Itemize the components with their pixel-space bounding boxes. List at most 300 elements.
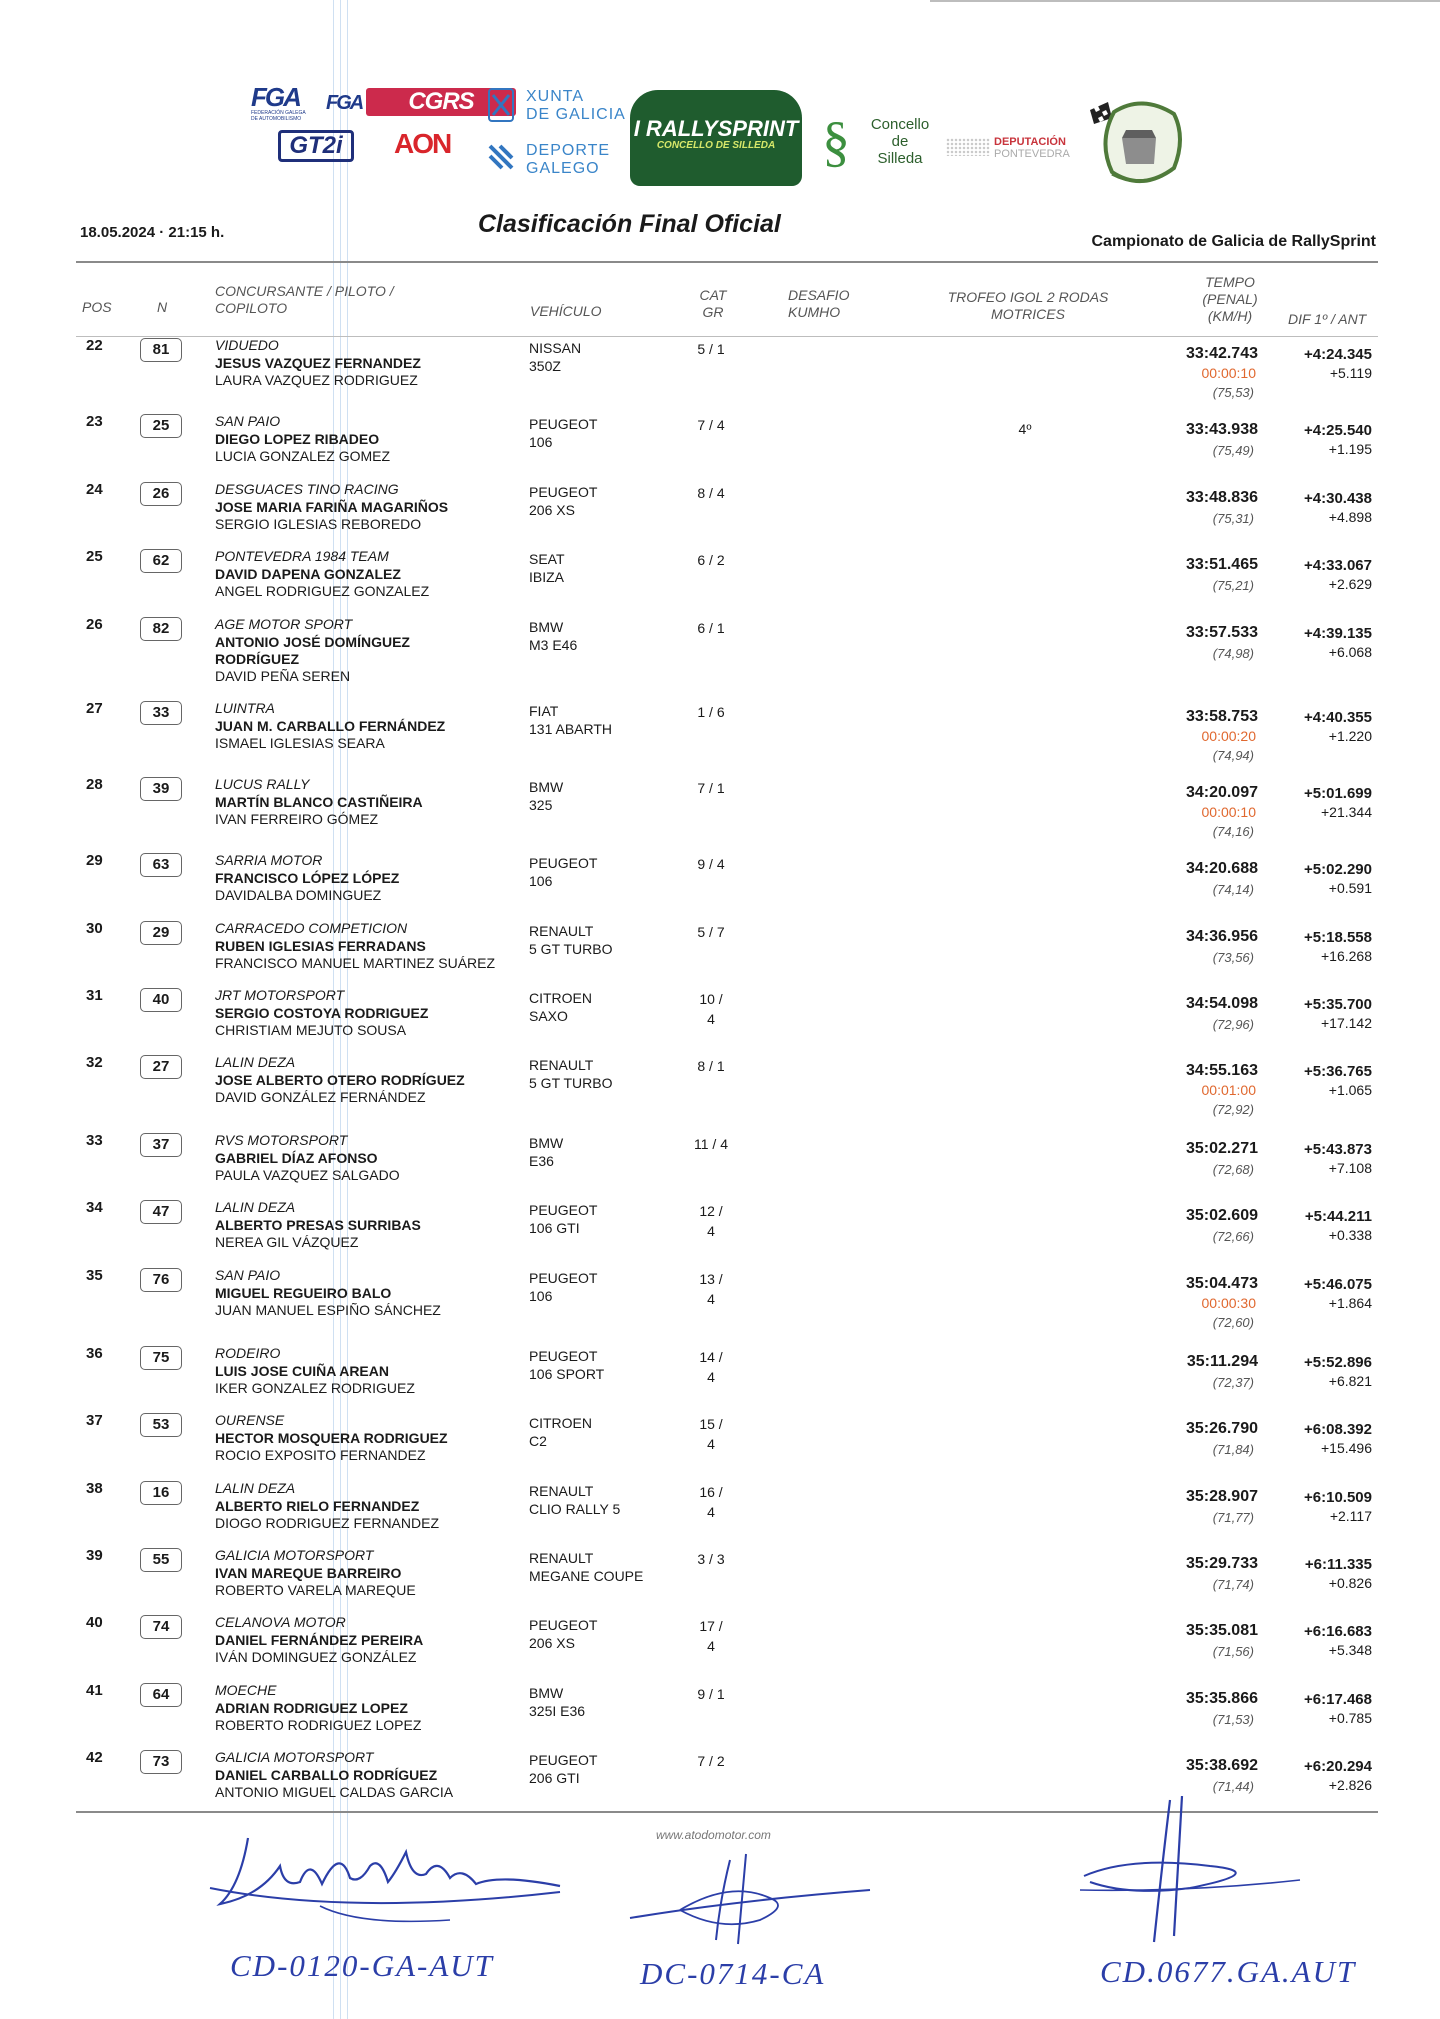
position: 23 — [86, 413, 103, 430]
gap-to-previous: +7.108 — [1328, 1160, 1372, 1176]
position: 39 — [86, 1547, 103, 1564]
codriver-name: JUAN MANUEL ESPIÑO SÁNCHEZ — [215, 1302, 441, 1318]
penalty-time: 00:00:30 — [1201, 1295, 1256, 1311]
driver-name: RUBEN IGLESIAS FERRADANS — [215, 938, 426, 954]
position: 34 — [86, 1199, 103, 1216]
sponsor-logos — [248, 84, 1208, 194]
position: 25 — [86, 548, 103, 565]
category-group — [690, 550, 732, 570]
category-line: 7 / 1 — [697, 780, 725, 796]
gap-to-first: +5:52.896 — [1304, 1354, 1372, 1371]
driver-name: JUAN M. CARBALLO FERNÁNDEZ — [215, 718, 446, 734]
deputacion-line-1: DEPUTACIÓN — [994, 136, 1066, 148]
stage-time: 33:57.533 — [1185, 624, 1258, 641]
entrant-name: DESGUACES TINO RACING — [215, 481, 399, 497]
category-group — [690, 1482, 732, 1522]
category-line: 4 — [707, 1436, 715, 1452]
header-divider — [76, 261, 1378, 263]
codriver-name: DAVID PEÑA SEREN — [215, 668, 351, 684]
fga-logo-subtitle: FEDERACIÓN GALEGA DE AUTOMOBILISMO — [251, 110, 306, 122]
col-header-time-line-3: (KM/H) — [1207, 308, 1253, 324]
signature-2 — [620, 1840, 880, 1950]
vehicle-line: SAXO — [529, 1008, 568, 1024]
average-speed: (75,31) — [1212, 511, 1254, 526]
average-speed: (74,98) — [1212, 646, 1254, 661]
entrant-name: JRT MOTORSPORT — [215, 987, 345, 1003]
average-speed: (72,68) — [1212, 1162, 1254, 1177]
position: 26 — [86, 616, 103, 633]
penalty-time: 00:00:20 — [1201, 728, 1256, 744]
vehicle — [529, 1751, 649, 1787]
concello-line-2: de — [891, 133, 909, 150]
driver-name: MIGUEL REGUEIRO BALO — [215, 1285, 392, 1301]
gap-to-first: +4:24.345 — [1304, 346, 1372, 363]
gap-to-previous: +2.826 — [1328, 1777, 1372, 1793]
category-group — [690, 1751, 732, 1771]
entrant-name: AGE MOTOR SPORT — [215, 616, 353, 632]
vehicle-line: 106 SPORT — [529, 1366, 605, 1382]
driver-name: LUIS JOSE CUIÑA AREAN — [215, 1363, 389, 1379]
position: 35 — [86, 1267, 103, 1284]
vehicle — [529, 1549, 649, 1585]
category-line: 4 — [707, 1011, 715, 1027]
gap-to-first: +5:46.075 — [1304, 1276, 1372, 1293]
gap-to-previous: +17.142 — [1321, 1015, 1372, 1031]
average-speed: (74,16) — [1212, 824, 1254, 839]
concello-line-3: Silleda — [877, 150, 923, 167]
position: 29 — [86, 852, 103, 869]
car-number-badge: 16 — [140, 1481, 182, 1505]
category-group — [690, 1414, 732, 1454]
entrant-name: LALIN DEZA — [215, 1480, 296, 1496]
stage-time: 35:28.907 — [1185, 1488, 1258, 1505]
vehicle — [529, 550, 649, 586]
col-header-desafio-line-1: DESAFIO — [788, 287, 850, 303]
codriver-name: ROBERTO RODRIGUEZ LOPEZ — [215, 1717, 422, 1733]
category-line: 14 / — [699, 1349, 723, 1365]
category-line: 17 / — [699, 1618, 723, 1634]
gap-to-first: +4:33.067 — [1304, 557, 1372, 574]
car-number-badge: 53 — [140, 1413, 182, 1437]
col-header-cat — [696, 287, 730, 321]
driver-name: JOSE MARIA FARIÑA MAGARIÑOS — [215, 499, 449, 515]
position: 27 — [86, 700, 103, 717]
average-speed: (72,37) — [1212, 1375, 1254, 1390]
stage-time: 35:35.081 — [1185, 1622, 1258, 1639]
gt2i-logo: GT2i — [278, 130, 354, 162]
vehicle-line: RENAULT — [529, 1483, 594, 1499]
category-line: 4 — [707, 1223, 715, 1239]
vehicle-line: BMW — [529, 619, 564, 635]
driver-name: DAVID DAPENA GONZALEZ — [215, 566, 401, 582]
col-header-pos: POS — [82, 299, 112, 315]
col-header-vehicle: VEHÍCULO — [530, 303, 602, 319]
xunta-line-1: XUNTA — [526, 88, 585, 105]
entrant-name: LUCUS RALLY — [215, 776, 310, 792]
codriver-name: DAVIDALBA DOMINGUEZ — [215, 887, 382, 903]
codriver-name: IVAN FERREIRO GÓMEZ — [215, 811, 379, 827]
concello-line-1: Concello — [870, 116, 930, 133]
category-group — [690, 1134, 732, 1154]
average-speed: (71,84) — [1212, 1442, 1254, 1457]
vehicle — [529, 415, 649, 451]
average-speed: (72,66) — [1212, 1229, 1254, 1244]
category-group — [690, 1201, 732, 1241]
entrant-name: LUINTRA — [215, 700, 275, 716]
gap-to-previous: +0.826 — [1328, 1575, 1372, 1591]
driver-name: JESUS VAZQUEZ FERNANDEZ — [215, 355, 421, 371]
col-header-cat-line-2: GR — [702, 304, 724, 320]
col-header-entrant-line-1: CONCURSANTE / PILOTO / — [215, 283, 394, 299]
stage-time: 35:11.294 — [1186, 1353, 1258, 1370]
gap-to-previous: +2.117 — [1329, 1508, 1372, 1524]
category-line: 4 — [707, 1291, 715, 1307]
category-line: 6 / 1 — [697, 620, 725, 636]
codriver-name: PAULA VAZQUEZ SALGADO — [215, 1167, 400, 1183]
driver-name: FRANCISCO LÓPEZ LÓPEZ — [215, 870, 400, 886]
fga-logo — [251, 84, 313, 122]
entrant-name: RODEIRO — [215, 1345, 281, 1361]
entrant-name: CELANOVA MOTOR — [215, 1614, 346, 1630]
vehicle-line: CLIO RALLY 5 — [529, 1501, 621, 1517]
deputacion-logo — [946, 132, 1086, 162]
stage-time: 35:26.790 — [1185, 1420, 1258, 1437]
position: 22 — [86, 337, 103, 354]
vehicle-line: FIAT — [529, 703, 559, 719]
codriver-name: LUCIA GONZALEZ GOMEZ — [215, 448, 391, 464]
stage-time: 33:58.753 — [1185, 708, 1258, 725]
average-speed: (71,56) — [1212, 1644, 1254, 1659]
gap-to-previous: +21.344 — [1321, 804, 1372, 820]
codriver-name: DIOGO RODRIGUEZ FERNANDEZ — [215, 1515, 440, 1531]
driver-name: ANTONIO JOSÉ DOMÍNGUEZ RODRÍGUEZ — [215, 634, 410, 667]
gap-to-first: +5:18.558 — [1304, 929, 1372, 946]
category-line: 5 / 1 — [697, 341, 725, 357]
entrant-name: RVS MOTORSPORT — [215, 1132, 348, 1148]
position: 32 — [86, 1054, 103, 1071]
col-header-time-line-2: (PENAL) — [1202, 291, 1258, 307]
gap-to-first: +5:02.290 — [1304, 861, 1372, 878]
category-line: 16 / — [699, 1484, 723, 1500]
vehicle-line: 325 — [529, 797, 553, 813]
deporte-line-1: DEPORTE — [526, 142, 611, 159]
position: 24 — [86, 481, 103, 498]
average-speed: (72,96) — [1212, 1017, 1254, 1032]
vehicle-line: NISSAN — [529, 340, 582, 356]
position: 41 — [86, 1682, 103, 1699]
gap-to-first: +5:43.873 — [1304, 1141, 1372, 1158]
category-group — [690, 339, 732, 359]
car-number-badge: 37 — [140, 1133, 182, 1157]
vehicle-line: BMW — [529, 779, 564, 795]
stage-time: 34:54.098 — [1185, 995, 1258, 1012]
codriver-name: CHRISTIAM MEJUTO SOUSA — [215, 1022, 407, 1038]
xunta-emblem-icon — [488, 88, 514, 122]
stage-time: 35:29.733 — [1185, 1555, 1258, 1572]
vehicle-line: PEUGEOT — [529, 1270, 598, 1286]
car-number-badge: 82 — [140, 617, 182, 641]
category-line: 5 / 7 — [697, 924, 725, 940]
average-speed: (75,53) — [1212, 385, 1254, 400]
entrant-name: CARRACEDO COMPETICION — [215, 920, 408, 936]
driver-name: DIEGO LOPEZ RIBADEO — [215, 431, 380, 447]
aon-logo — [394, 130, 466, 170]
rallysprint-plate-logo — [630, 90, 802, 186]
col-header-entrant-line-2: COPILOTO — [215, 300, 288, 316]
driver-name: DANIEL CARBALLO RODRÍGUEZ — [215, 1767, 438, 1783]
entrant-name: SAN PAIO — [215, 413, 281, 429]
handwritten-license-2: DC-0714-CA — [640, 1956, 826, 1991]
average-speed: (72,92) — [1212, 1102, 1254, 1117]
vehicle-line: 325I E36 — [529, 1703, 586, 1719]
category-line: 8 / 4 — [697, 485, 725, 501]
car-number-badge: 62 — [140, 549, 182, 573]
vehicle-line: MEGANE COUPE — [529, 1568, 644, 1584]
col-header-desafio-line-2: KUMHO — [788, 304, 841, 320]
category-group — [690, 702, 732, 722]
deporte-line-2: GALEGO — [526, 160, 600, 177]
stage-time: 35:38.692 — [1185, 1757, 1258, 1774]
vehicle-line: 206 XS — [529, 502, 575, 518]
gap-to-previous: +0.785 — [1328, 1710, 1372, 1726]
car-number-badge: 81 — [140, 338, 182, 362]
car-number-badge: 29 — [140, 921, 182, 945]
car-number-badge: 40 — [140, 988, 182, 1012]
driver-name: JOSE ALBERTO OTERO RODRÍGUEZ — [215, 1072, 465, 1088]
vehicle — [529, 1201, 649, 1237]
category-line: 9 / 4 — [697, 856, 725, 872]
entrant-name: LALIN DEZA — [215, 1054, 296, 1070]
cgrs-logo-text: CGRS — [366, 88, 516, 116]
codriver-name: SERGIO IGLESIAS REBOREDO — [215, 516, 422, 532]
vehicle — [529, 1684, 649, 1720]
vehicle — [529, 989, 649, 1025]
average-speed: (75,49) — [1212, 443, 1254, 458]
car-number-badge: 64 — [140, 1683, 182, 1707]
category-group — [690, 415, 732, 435]
gap-to-previous: +4.898 — [1328, 509, 1372, 525]
xunta-text — [526, 88, 626, 124]
gap-to-previous: +1.220 — [1328, 728, 1372, 744]
stage-time: 34:20.688 — [1185, 860, 1258, 877]
gap-to-first: +6:11.335 — [1304, 1556, 1372, 1573]
average-speed: (71,77) — [1212, 1510, 1254, 1525]
vehicle — [529, 1056, 649, 1092]
vehicle — [529, 922, 649, 958]
vehicle-line: CITROEN — [529, 990, 592, 1006]
col-header-entrant — [215, 283, 394, 317]
car-number-badge: 27 — [140, 1055, 182, 1079]
stage-time: 33:43.938 — [1185, 421, 1258, 438]
car-number-badge: 76 — [140, 1268, 182, 1292]
gap-to-previous: +6.068 — [1328, 644, 1372, 660]
car-number-badge: 74 — [140, 1615, 182, 1639]
website-credit: www.atodomotor.com — [656, 1828, 771, 1842]
vehicle — [529, 483, 649, 519]
gap-to-previous: +1.864 — [1328, 1295, 1372, 1311]
stage-time: 34:55.163 — [1185, 1062, 1258, 1079]
car-number-badge: 55 — [140, 1548, 182, 1572]
category-group — [690, 1684, 732, 1704]
gap-to-previous: +5.119 — [1329, 365, 1372, 381]
average-speed: (71,44) — [1212, 1779, 1254, 1794]
codriver-name: FRANCISCO MANUEL MARTINEZ SUÁREZ — [215, 955, 496, 971]
deporte-emblem-icon — [488, 140, 514, 174]
average-speed: (72,60) — [1212, 1315, 1254, 1330]
vehicle-line: RENAULT — [529, 1550, 594, 1566]
stage-time: 35:02.271 — [1185, 1140, 1258, 1157]
position: 30 — [86, 920, 103, 937]
gap-to-previous: +5.348 — [1328, 1642, 1372, 1658]
stage-time: 35:02.609 — [1185, 1207, 1258, 1224]
gap-to-previous: +2.629 — [1328, 576, 1372, 592]
col-header-trofeo-line-2: MOTRICES — [991, 306, 1065, 322]
position: 37 — [86, 1412, 103, 1429]
vehicle-line: RENAULT — [529, 1057, 594, 1073]
signature-3 — [1070, 1796, 1310, 1946]
category-line: 10 / — [699, 991, 723, 1007]
rally-logo-title: I RALLYSPRINT — [633, 116, 799, 141]
vehicle-line: 5 GT TURBO — [529, 941, 613, 957]
driver-name: HECTOR MOSQUERA RODRIGUEZ — [215, 1430, 448, 1446]
fga-logo-text: FGA — [251, 82, 300, 112]
car-number-badge: 63 — [140, 853, 182, 877]
gap-to-first: +6:16.683 — [1304, 1623, 1372, 1640]
vehicle-line: 106 — [529, 434, 553, 450]
vehicle-line: PEUGEOT — [529, 1202, 598, 1218]
codriver-name: LAURA VAZQUEZ RODRIGUEZ — [215, 372, 418, 388]
vehicle — [529, 1414, 649, 1450]
col-header-number: N — [157, 299, 168, 315]
stage-time: 35:04.473 — [1185, 1275, 1258, 1292]
gap-to-previous: +1.065 — [1328, 1082, 1372, 1098]
concello-silleda-logo — [822, 111, 962, 174]
codriver-name: DAVID GONZÁLEZ FERNÁNDEZ — [215, 1089, 426, 1105]
category-group — [690, 1269, 732, 1309]
entrant-name: SAN PAIO — [215, 1267, 281, 1283]
average-speed: (74,94) — [1212, 748, 1254, 763]
entrant-name: OURENSE — [215, 1412, 285, 1428]
entrant-name: GALICIA MOTORSPORT — [215, 1749, 374, 1765]
entrant-name: VIDUEDO — [215, 337, 279, 353]
penalty-time: 00:01:00 — [1201, 1082, 1256, 1098]
silleda-s-icon: § — [822, 111, 850, 173]
rally-logo-subtitle: CONCELLO DE SILLEDA — [656, 140, 776, 151]
cgrs-fga-text: FGA — [326, 92, 363, 114]
gap-to-first: +6:08.392 — [1304, 1421, 1372, 1438]
category-line: 15 / — [699, 1416, 723, 1432]
gap-to-previous: +0.591 — [1328, 880, 1372, 896]
vehicle-line: SEAT — [529, 551, 565, 567]
category-group — [690, 618, 732, 638]
col-header-cat-line-1: CAT — [699, 287, 727, 303]
stage-time: 35:35.866 — [1185, 1690, 1258, 1707]
gap-to-first: +4:25.540 — [1304, 422, 1372, 439]
stage-time: 33:51.465 — [1185, 556, 1258, 573]
vehicle-line: 106 — [529, 873, 553, 889]
car-number-badge: 33 — [140, 701, 182, 725]
car-number-badge: 47 — [140, 1200, 182, 1224]
position: 42 — [86, 1749, 103, 1766]
championship-name: Campionato de Galicia de RallySprint — [1091, 233, 1376, 250]
xunta-line-2: DE GALICIA — [526, 106, 626, 123]
car-number-badge: 39 — [140, 777, 182, 801]
category-line: 1 / 6 — [697, 704, 725, 720]
category-group — [690, 1347, 732, 1387]
car-number-badge: 73 — [140, 1750, 182, 1774]
page-title: Clasificación Final Oficial — [478, 210, 781, 238]
codriver-name: IVÁN DOMINGUEZ GONZÁLEZ — [215, 1649, 417, 1665]
average-speed: (71,53) — [1212, 1712, 1254, 1727]
concello-text — [866, 116, 934, 167]
vehicle-line: 206 GTI — [529, 1770, 580, 1786]
codriver-name: IKER GONZALEZ RODRIGUEZ — [215, 1380, 415, 1396]
vehicle-line: PEUGEOT — [529, 1348, 598, 1364]
category-group — [690, 778, 732, 798]
vehicle — [529, 1134, 649, 1170]
gap-to-first: +6:20.294 — [1304, 1758, 1372, 1775]
penalty-time: 00:00:10 — [1201, 365, 1256, 381]
gap-to-previous: +16.268 — [1321, 948, 1372, 964]
vehicle — [529, 778, 649, 814]
driver-name: MARTÍN BLANCO CASTIÑEIRA — [215, 794, 423, 810]
average-speed: (71,74) — [1212, 1577, 1254, 1592]
gap-to-first: +6:17.468 — [1304, 1691, 1372, 1708]
driver-name: IVAN MAREQUE BARREIRO — [215, 1565, 402, 1581]
gap-to-previous: +6.821 — [1328, 1373, 1372, 1389]
col-header-time — [1186, 274, 1274, 325]
vehicle-line: BMW — [529, 1685, 564, 1701]
driver-name: ALBERTO RIELO FERNANDEZ — [215, 1498, 420, 1514]
vehicle-line: 106 GTI — [529, 1220, 580, 1236]
vehicle-line: PEUGEOT — [529, 484, 598, 500]
gap-to-previous: +0.338 — [1328, 1227, 1372, 1243]
escuderia-silleda-crest-logo — [1082, 98, 1192, 194]
gap-to-first: +6:10.509 — [1304, 1489, 1372, 1506]
entrant-name: MOECHE — [215, 1682, 277, 1698]
vehicle-line: 350Z — [529, 358, 561, 374]
vehicle-line: RENAULT — [529, 923, 594, 939]
position: 38 — [86, 1480, 103, 1497]
car-number-badge: 25 — [140, 414, 182, 438]
category-line: 4 — [707, 1638, 715, 1654]
col-header-dif: DIF 1º / ANT — [1288, 311, 1367, 327]
position: 40 — [86, 1614, 103, 1631]
entrant-name: LALIN DEZA — [215, 1199, 296, 1215]
vehicle — [529, 1347, 649, 1383]
position: 33 — [86, 1132, 103, 1149]
category-group — [690, 1056, 732, 1076]
xunta-logo — [488, 86, 628, 192]
vehicle-line: M3 E46 — [529, 637, 578, 653]
stage-time: 33:48.836 — [1185, 489, 1258, 506]
report-date: 18.05.2024 · 21:15 h. — [80, 224, 225, 241]
aon-logo-text: AON — [394, 128, 451, 159]
handwritten-license-3: CD.0677.GA.AUT — [1100, 1954, 1357, 1989]
position: 31 — [86, 987, 103, 1004]
category-group — [690, 1549, 732, 1569]
vehicle — [529, 618, 649, 654]
gap-to-first: +4:30.438 — [1304, 490, 1372, 507]
driver-name: ALBERTO PRESAS SURRIBAS — [215, 1217, 421, 1233]
driver-name: DANIEL FERNÁNDEZ PEREIRA — [215, 1632, 424, 1648]
average-speed: (74,14) — [1212, 882, 1254, 897]
category-line: 4 — [707, 1369, 715, 1385]
vehicle-line: 106 — [529, 1288, 553, 1304]
category-group — [690, 483, 732, 503]
codriver-name: ROCIO EXPOSITO FERNANDEZ — [215, 1447, 426, 1463]
category-line: 8 / 1 — [697, 1058, 725, 1074]
